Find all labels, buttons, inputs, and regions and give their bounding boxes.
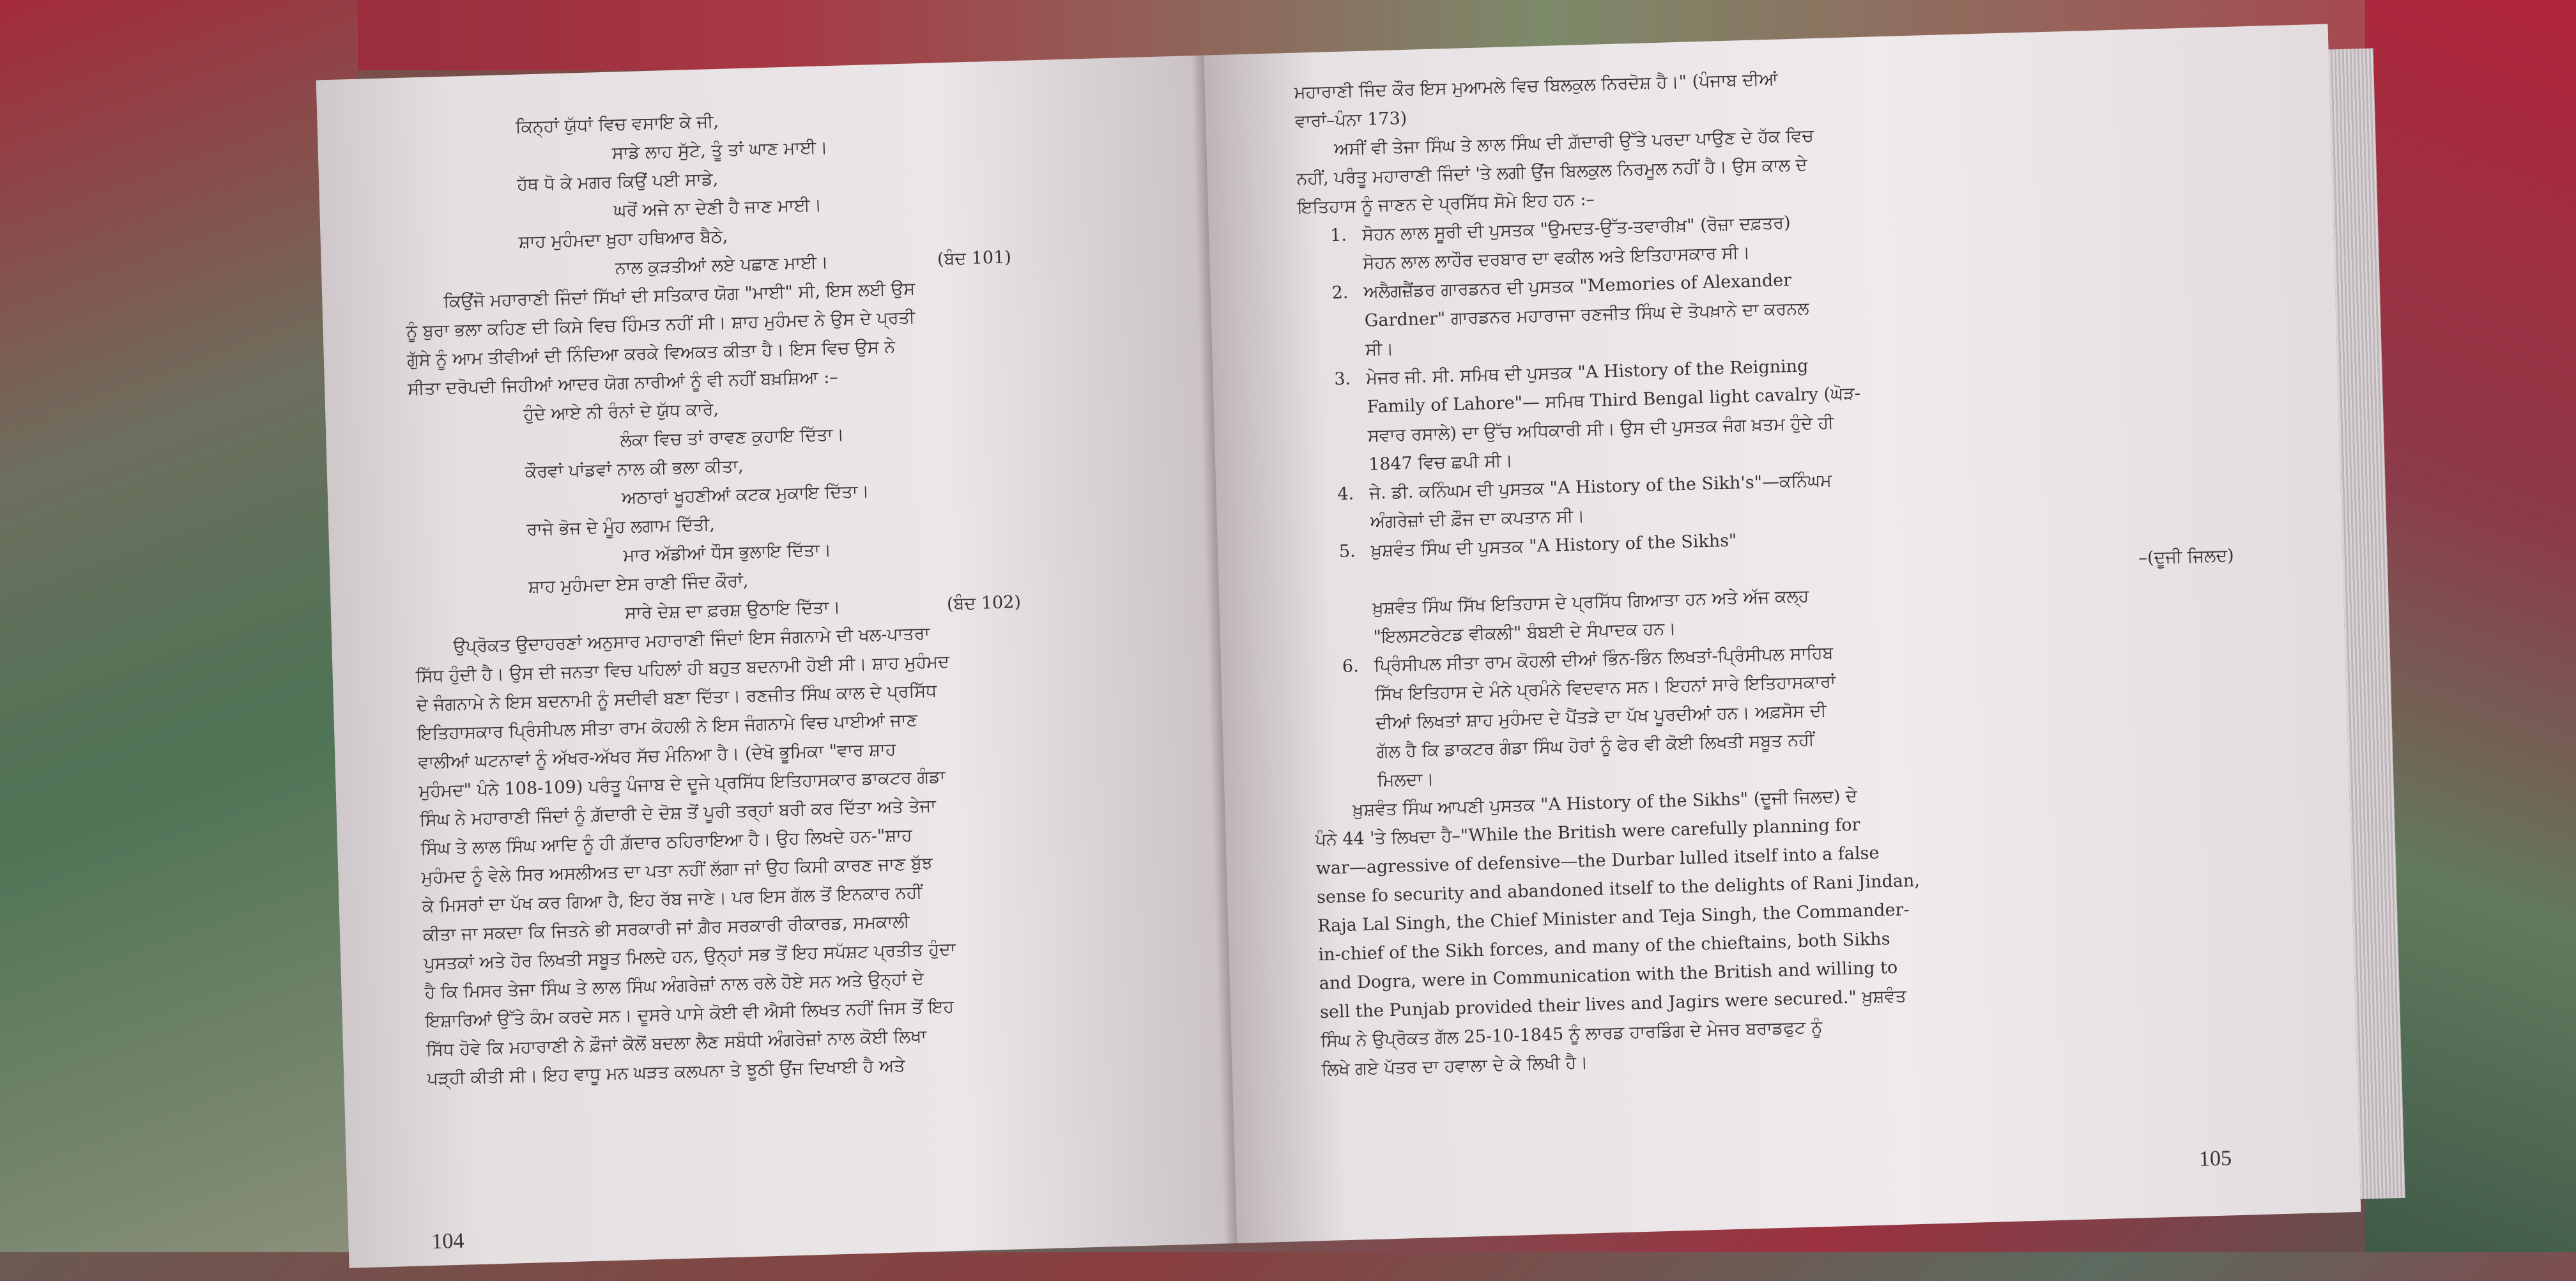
paragraph-1 bbox=[405, 268, 1143, 404]
list-item-text: ਮੇਜਰ ਜੀ. ਸੀ. ਸਮਿਥ ਦੀ ਪੁਸਤਕ "A History of the Reigning bbox=[1365, 356, 1809, 388]
text-line: ਗੁੱਸੇ ਨੂੰ ਆਮ ਤੀਵੀਆਂ ਦੀ ਨਿੰਦਿਆ ਕਰਕੇ ਵਿਅਕਤ ਕੀਤਾ ਹੈ। ਇਸ ਵਿਚ ਉਸ ਨੇ bbox=[406, 337, 896, 371]
text-line: ਨਹੀਂ, ਪਰੰਤੂ ਮਹਾਰਾਣੀ ਜਿੰਦਾਂ 'ਤੇ ਲਗੀ ਉਂਜ ਬਿਲਕੁਲ ਨਿਰਮੂਲ ਨਹੀਂ ਹੈ। ਉਸ ਕਾਲ ਦੇ bbox=[1296, 155, 1807, 189]
list-item-number: 3. bbox=[1333, 369, 1351, 390]
text-line: ਕਿਉਂਜੋ ਮਹਾਰਾਣੀ ਜਿੰਦਾਂ ਸਿੱਖਾਂ ਦੀ ਸਤਿਕਾਰ ਯੋਗ "ਮਾਈ" ਸੀ, ਇਸ ਲਈ ਉਸ bbox=[443, 279, 916, 312]
text-line: ਇਤਿਹਾਸ ਨੂੰ ਜਾਣਨ ਦੇ ਪ੍ਰਸਿੱਧ ਸੋਮੇ ਇਹ ਹਨ :– bbox=[1297, 189, 1595, 218]
list-item-line: ਸਵਾਰ ਰਸਾਲੇ) ਦਾ ਉੱਚ ਅਧਿਕਾਰੀ ਸੀ। ਉਸ ਦੀ ਪੁਸਤਕ ਜੰਗ ਖ਼ਤਮ ਹੁੰਦੇ ਹੀ bbox=[1367, 413, 1834, 446]
text-line: ਮੁਹੰਮਦ ਨੂੰ ਵੇਲੇ ਸਿਰ ਅਸਲੀਅਤ ਦਾ ਪਤਾ ਨਹੀਂ ਲੱਗਾ ਜਾਂ ਉਹ ਕਿਸੀ ਕਾਰਣ ਜਾਣ ਬੁੱਝ bbox=[421, 853, 933, 888]
text-line: ਸਿੰਘ ਤੇ ਲਾਲ ਸਿੰਘ ਆਦਿ ਨੂੰ ਹੀ ਗ਼ੱਦਾਰ ਠਹਿਰਾਇਆ ਹੈ। ਉਹ ਲਿਖਦੇ ਹਨ-"ਸ਼ਾਹ bbox=[420, 825, 913, 859]
verse-line: ਕੌਰਵਾਂ ਪਾਂਡਵਾਂ ਨਾਲ ਕੀ ਭਲਾ ਕੀਤਾ, bbox=[525, 456, 744, 482]
verse-line: ਹੁੰਦੇ ਆਏ ਨੀ ਰੰਨਾਂ ਦੇ ਯੁੱਧ ਕਾਰੇ, bbox=[523, 399, 719, 425]
list-item-text: ਖ਼ੁਸ਼ਵੰਤ ਸਿੰਘ ਦੀ ਪੁਸਤਕ "A History of the Sikhs" bbox=[1370, 530, 1737, 561]
text-line: ਹੈ ਕਿ ਮਿਸਰ ਤੇਜਾ ਸਿੰਘ ਤੇ ਲਾਲ ਸਿੰਘ ਅੰਗਰੇਜ਼ਾਂ ਨਾਲ ਰਲੇ ਹੋਏ ਸਨ ਅਤੇ ਉਨ੍ਹਾਂ ਦੇ bbox=[424, 969, 924, 1003]
verse-line: ਲੰਕਾ ਵਿਚ ਤਾਂ ਰਾਵਣ ਕੁਹਾਇ ਦਿੱਤਾ। bbox=[620, 424, 845, 451]
text-line: Raja Lal Singh, the Chief Minister and Teja Singh, the Commander- bbox=[1317, 900, 1910, 937]
list-item-line: "ਇਲਸਟਰੇਟਡ ਵੀਕਲੀ" ਬੰਬਈ ਦੇ ਸੰਪਾਦਕ ਹਨ। bbox=[1373, 618, 1676, 647]
text-line: ਲਿਖੇ ਗਏ ਪੱਤਰ ਦਾ ਹਵਾਲਾ ਦੇ ਕੇ ਲਿਖੀ ਹੈ। bbox=[1321, 1052, 1588, 1080]
text-line: ਮੁਹੰਮਦ" ਪੰਨੇ 108-109) ਪਰੰਤੂ ਪੰਜਾਬ ਦੇ ਦੂਜੇ ਪ੍ਰਸਿੱਧ ਇਤਿਹਾਸਕਾਰ ਡਾਕਟਰ ਗੰਡਾ bbox=[418, 767, 946, 802]
text-line: ਖ਼ੁਸ਼ਵੰਤ ਸਿੰਘ ਆਪਣੀ ਪੁਸਤਕ "A History of the Sikhs" (ਦੂਜੀ ਜਿਲਦ) ਦੇ bbox=[1352, 786, 1858, 820]
list-item-line: 1847 ਵਿਚ ਛਪੀ ਸੀ। bbox=[1368, 450, 1514, 475]
verse-line: ਸ਼ਾਹ ਮੁਹੰਮਦਾ ਏਸ ਰਾਣੀ ਜਿੰਦ ਕੌਰਾਂ, bbox=[528, 571, 749, 597]
list-item-number: 6. bbox=[1342, 656, 1360, 677]
list-item-line: ਮਿਲਦਾ। bbox=[1377, 769, 1434, 791]
text-line: ਅਸੀਂ ਵੀ ਤੇਜਾ ਸਿੰਘ ਤੇ ਲਾਲ ਸਿੰਘ ਦੀ ਗ਼ੱਦਾਰੀ ਉੱਤੇ ਪਰਦਾ ਪਾਉਣ ਦੇ ਹੱਕ ਵਿਚ bbox=[1333, 126, 1814, 159]
text-line: sense fo security and abandoned itself to the delights of Rani Jindan, bbox=[1316, 870, 1920, 908]
text-line: ਕੇ ਮਿਸਰਾਂ ਦਾ ਪੱਖ ਕਰ ਗਿਆ ਹੈ, ਇਹ ਰੱਬ ਜਾਣੇ। ਪਰ ਇਸ ਗੱਲ ਤੋਂ ਇਨਕਾਰ ਨਹੀਂ bbox=[422, 882, 923, 917]
list-item-line: Family of Lahore"— ਸਮਿਥ Third Bengal light cavalry (ਘੋੜ- bbox=[1367, 383, 1861, 417]
verse-block-101 bbox=[400, 96, 1139, 289]
verse-line: ਹੱਥ ਧੋ ਕੇ ਮਗਰ ਕਿਉਂ ਪਈ ਸਾਡੇ, bbox=[516, 169, 719, 195]
verse-number: (ਬੰਦ 101) bbox=[937, 247, 1012, 270]
text-line: ਵਾਲੀਆਂ ਘਟਨਾਵਾਂ ਨੂੰ ਅੱਖਰ-ਅੱਖਰ ਸੱਚ ਮੰਨਿਆ ਹੈ। (ਦੇਖੋ ਭੂਮਿਕਾ "ਵਾਰ ਸ਼ਾਹ bbox=[418, 739, 896, 773]
list-item-line: Gardner" ਗਾਰਡਨਰ ਮਹਾਰਾਜਾ ਰਣਜੀਤ ਸਿੰਘ ਦੇ ਤੋਪਖ਼ਾਨੇ ਦਾ ਕਰਨਲ bbox=[1364, 298, 1809, 331]
text-line: ਸਿੱਧ ਹੋਵੇ ਕਿ ਮਹਾਰਾਣੀ ਨੇ ਫ਼ੌਜਾਂ ਕੋਲੋਂ ਬਦਲਾ ਲੈਣ ਸਬੰਧੀ ਅੰਗਰੇਜ਼ਾਂ ਨਾਲ ਕੋਈ ਲਿਖਾ bbox=[425, 1026, 927, 1061]
text-line: ਇਤਿਹਾਸਕਾਰ ਪ੍ਰਿੰਸੀਪਲ ਸੀਤਾ ਰਾਮ ਕੋਹਲੀ ਨੇ ਇਸ ਜੰਗਨਾਮੇ ਵਿਚ ਪਾਈਆਂ ਜਾਣ bbox=[417, 710, 918, 744]
list-item-number: 1. bbox=[1330, 225, 1347, 246]
verse-line: ਰਾਜੇ ਭੋਜ ਦੇ ਮੂੰਹ ਲਗਾਮ ਦਿੱਤੀ, bbox=[526, 514, 716, 540]
verse-line: ਘਰੋਂ ਅਜੇ ਨਾ ਦੇਣੀ ਹੈ ਜਾਣ ਮਾਈ। bbox=[613, 195, 822, 221]
list-item-number: 2. bbox=[1331, 282, 1349, 303]
verse-line: ਅਠਾਰਾਂ ਖੂਹਣੀਆਂ ਕਟਕ ਮੁਕਾਇ ਦਿੱਤਾ। bbox=[621, 481, 870, 509]
page-number-left: 104 bbox=[431, 1229, 464, 1254]
text-line: ਸੀਤਾ ਦਰੋਪਦੀ ਜਿਹੀਆਂ ਆਦਰ ਯੋਗ ਨਾਰੀਆਂ ਨੂੰ ਵੀ ਨਹੀਂ ਬਖ਼ਸ਼ਿਆ :– bbox=[407, 367, 839, 399]
text-line: ਦੇ ਜੰਗਨਾਮੇ ਨੇ ਇਸ ਬਦਨਾਮੀ ਨੂੰ ਸਦੀਵੀ ਬਣਾ ਦਿੱਤਾ। ਰਣਜੀਤ ਸਿੰਘ ਕਾਲ ਦੇ ਪ੍ਰਸਿੱਧ bbox=[416, 680, 937, 716]
verse-block-102 bbox=[408, 383, 1149, 634]
verse-line: ਨਾਲ ਕੁੜਤੀਆਂ ਲਏ ਪਛਾਣ ਮਾਈ। bbox=[615, 252, 829, 279]
verse-line: ਸਾਰੇ ਦੇਸ਼ ਦਾ ਫ਼ਰਸ਼ ਉਠਾਇ ਦਿੱਤਾ। bbox=[624, 597, 841, 624]
verse-line: ਮਾਰ ਅੱਡੀਆਂ ਧੌਸ ਭੁਲਾਇ ਦਿੱਤਾ। bbox=[623, 540, 832, 566]
right-page bbox=[1204, 24, 2361, 1243]
list-item-line: ਸੋਹਨ ਲਾਲ ਲਾਹੌਰ ਦਰਬਾਰ ਦਾ ਵਕੀਲ ਅਤੇ ਇਤਿਹਾਸਕਾਰ ਸੀ। bbox=[1362, 242, 1751, 273]
text-line: ਕੀਤਾ ਜਾ ਸਕਦਾ ਕਿ ਜਿਤਨੇ ਭੀ ਸਰਕਾਰੀ ਜਾਂ ਗ਼ੈਰ ਸਰਕਾਰੀ ਰੀਕਾਰਡ, ਸਮਕਾਲੀ bbox=[422, 912, 910, 946]
text-line: ਇਸ਼ਾਰਿਆਂ ਉੱਤੇ ਕੰਮ ਕਰਦੇ ਸਨ। ਦੂਸਰੇ ਪਾਸੇ ਕੋਈ ਵੀ ਐਸੀ ਲਿਖਤ ਨਹੀਂ ਜਿਸ ਤੋਂ ਇਹ bbox=[425, 997, 954, 1032]
fabric-background-left bbox=[0, 0, 358, 1252]
text-line: ਪੜ੍ਹੀ ਕੀਤੀ ਸੀ। ਇਹ ਵਾਧੂ ਮਨ ਘੜਤ ਕਲਪਨਾ ਤੇ ਝੂਠੀ ਉਂਜ ਦਿਖਾਈ ਹੈ ਅਤੇ bbox=[426, 1055, 905, 1089]
text-line: in-chief of the Sikh forces, and many of the chieftains, both Sikhs bbox=[1318, 929, 1890, 965]
list-item-text: ਜੇ. ਡੀ. ਕਨਿੰਘਮ ਦੀ ਪੁਸਤਕ "A History of the Sikh's"—ਕਨਿੰਘਮ bbox=[1368, 470, 1832, 503]
verse-line: ਕਿਨ੍ਹਾਂ ਯੁੱਧਾਂ ਵਿਚ ਵਸਾਇ ਕੇ ਜੀ, bbox=[515, 111, 719, 137]
text-line: ਪੰਨੇ 44 'ਤੇ ਲਿਖਦਾ ਹੈ–"While the British were carefully planning for bbox=[1315, 815, 1860, 850]
list-item-line: ਗੱਲ ਹੈ ਕਿ ਡਾਕਟਰ ਗੰਡਾ ਸਿੰਘ ਹੋਰਾਂ ਨੂੰ ਫੇਰ ਵੀ ਕੋਈ ਲਿਖਤੀ ਸਬੂਤ ਨਹੀਂ bbox=[1376, 730, 1815, 762]
text-line: ਨੂੰ ਬੁਰਾ ਭਲਾ ਕਹਿਣ ਦੀ ਕਿਸੇ ਵਿਚ ਹਿੰਮਤ ਨਹੀਂ ਸੀ। ਸ਼ਾਹ ਮੁਹੰਮਦ ਨੇ ਉਸ ਦੇ ਪ੍ਰਤੀ bbox=[406, 307, 916, 342]
text-line: war—agressive of defensive—the Durbar lulled itself into a false bbox=[1315, 843, 1880, 879]
verse-line: ਸਾਡੇ ਲਾਹ ਸੁੱਟੇ, ਤੂੰ ਤਾਂ ਘਾਣ ਮਾਈ। bbox=[611, 137, 828, 164]
list-item-number: 4. bbox=[1337, 484, 1354, 505]
text-line: ਸਿੰਘ ਨੇ ਉਪ੍ਰੋਕਤ ਗੱਲ 25-10-1845 ਨੂੰ ਲਾਰਡ ਹਾਰਡਿੰਗ ਦੇ ਮੇਜਰ ਬਰਾਡਫੁਟ ਨੂੰ bbox=[1320, 1017, 1823, 1052]
verse-number: (ਬੰਦ 102) bbox=[946, 592, 1022, 615]
text-line: ਵਾਰਾਂ–ਪੰਨਾ 173) bbox=[1294, 108, 1407, 132]
list-item-line: ਖ਼ੁਸ਼ਵੰਤ ਸਿੰਘ ਸਿੱਖ ਇਤਿਹਾਸ ਦੇ ਪ੍ਰਸਿੱਧ ਗਿਆਤਾ ਹਨ ਅਤੇ ਅੱਜ ਕਲ੍ਹ bbox=[1372, 586, 1809, 618]
text-line: ਮਹਾਰਾਣੀ ਜਿੰਦ ਕੌਰ ਇਸ ਮੁਆਮਲੇ ਵਿਚ ਬਿਲਕੁਲ ਨਿਰਦੋਸ਼ ਹੈ।" (ਪੰਜਾਬ ਦੀਆਂ bbox=[1294, 69, 1779, 103]
text-line: ਸਿੰਘ ਨੇ ਮਹਾਰਾਣੀ ਜਿੰਦਾਂ ਨੂੰ ਗ਼ੱਦਾਰੀ ਦੇ ਦੋਸ਼ ਤੋਂ ਪੂਰੀ ਤਰ੍ਹਾਂ ਬਰੀ ਕਰ ਦਿੱਤਾ ਅਤੇ ਤੇਜਾ bbox=[419, 795, 937, 831]
list-item-text: ਪ੍ਰਿੰਸੀਪਲ ਸੀਤਾ ਰਾਮ ਕੋਹਲੀ ਦੀਆਂ ਭਿੰਨ-ਭਿੰਨ ਲਿਖਤਾਂ-ਪ੍ਰਿੰਸੀਪਲ ਸਾਹਿਬ bbox=[1374, 643, 1834, 676]
list-item-line: ਸੀ। bbox=[1365, 339, 1394, 360]
list-item-line: ਦੀਆਂ ਲਿਖਤਾਂ ਸ਼ਾਹ ਮੁਹੰਮਦ ਦੇ ਪੈਂਤੜੇ ਦਾ ਪੱਖ ਪੂਰਦੀਆਂ ਹਨ। ਅਫ਼ਸੋਸ ਦੀ bbox=[1375, 700, 1827, 733]
text-line: sell the Punjab provided their lives and Jagirs were secured." ਖ਼ੁਸ਼ਵੰਤ bbox=[1319, 986, 1907, 1023]
sources-list bbox=[1298, 196, 2253, 797]
list-item-text: ਸੋਹਨ ਲਾਲ ਸੂਰੀ ਦੀ ਪੁਸਤਕ "ਉਮਦਤ-ਉੱਤ-ਤਵਾਰੀਖ਼" (ਰੋਜ਼ਾ ਦਫ਼ਤਰ) bbox=[1361, 213, 1791, 245]
list-item-text: ਅਲੈਗਜ਼ੈਂਡਰ ਗਾਰਡਨਰ ਦੀ ਪੁਸਤਕ "Memories of Alexander bbox=[1363, 270, 1792, 302]
left-page bbox=[316, 56, 1237, 1268]
list-item-number: 5. bbox=[1338, 541, 1356, 562]
list-item-line: ਅੰਗਰੇਜ਼ਾਂ ਦੀ ਫ਼ੌਜ ਦਾ ਕਪਤਾਨ ਸੀ। bbox=[1370, 506, 1585, 532]
volume-note: –(ਦੂਜੀ ਜਿਲਦ) bbox=[2138, 545, 2235, 569]
page-number-right: 105 bbox=[2198, 1146, 2232, 1171]
text-line: ਉਪ੍ਰੋਕਤ ਉਦਾਹਰਣਾਂ ਅਨੁਸਾਰ ਮਹਾਰਾਣੀ ਜਿੰਦਾਂ ਇਸ ਜੰਗਨਾਮੇ ਦੀ ਖਲ-ਪਾਤਰਾ bbox=[453, 623, 930, 657]
open-book bbox=[316, 10, 2412, 1280]
text-line: and Dogra, were in Communication with the British and willing to bbox=[1319, 957, 1898, 994]
list-item-line: ਸਿੱਖ ਇਤਿਹਾਸ ਦੇ ਮੰਨੇ ਪ੍ਰਮੰਨੇ ਵਿਦਵਾਨ ਸਨ। ਇਹਨਾਂ ਸਾਰੇ ਇਤਿਹਾਸਕਾਰਾਂ bbox=[1374, 671, 1836, 705]
text-line: ਪੁਸਤਕਾਂ ਅਤੇ ਹੋਰ ਲਿਖਤੀ ਸਬੂਤ ਮਿਲਦੇ ਹਨ, ਉਨ੍ਹਾਂ ਸਭ ਤੋਂ ਇਹ ਸਪੱਸ਼ਟ ਪ੍ਰਤੀਤ ਹੁੰਦਾ bbox=[423, 939, 956, 974]
paragraph-2 bbox=[1314, 771, 2261, 1084]
verse-line: ਸ਼ਾਹ ਮੁਹੰਮਦਾ ਖ਼ੁਹਾ ਹਥਿਆਰ ਬੈਠੇ, bbox=[518, 226, 728, 252]
paragraph-2 bbox=[415, 613, 1162, 1093]
text-line: ਸਿੱਧ ਹੁੰਦੀ ਹੈ। ਉਸ ਦੀ ਜਨਤਾ ਵਿਚ ਪਹਿਲਾਂ ਹੀ ਬਹੁਤ ਬਦਨਾਮੀ ਹੋਈ ਸੀ। ਸ਼ਾਹ ਮੁਹੰਮਦ bbox=[415, 652, 950, 687]
